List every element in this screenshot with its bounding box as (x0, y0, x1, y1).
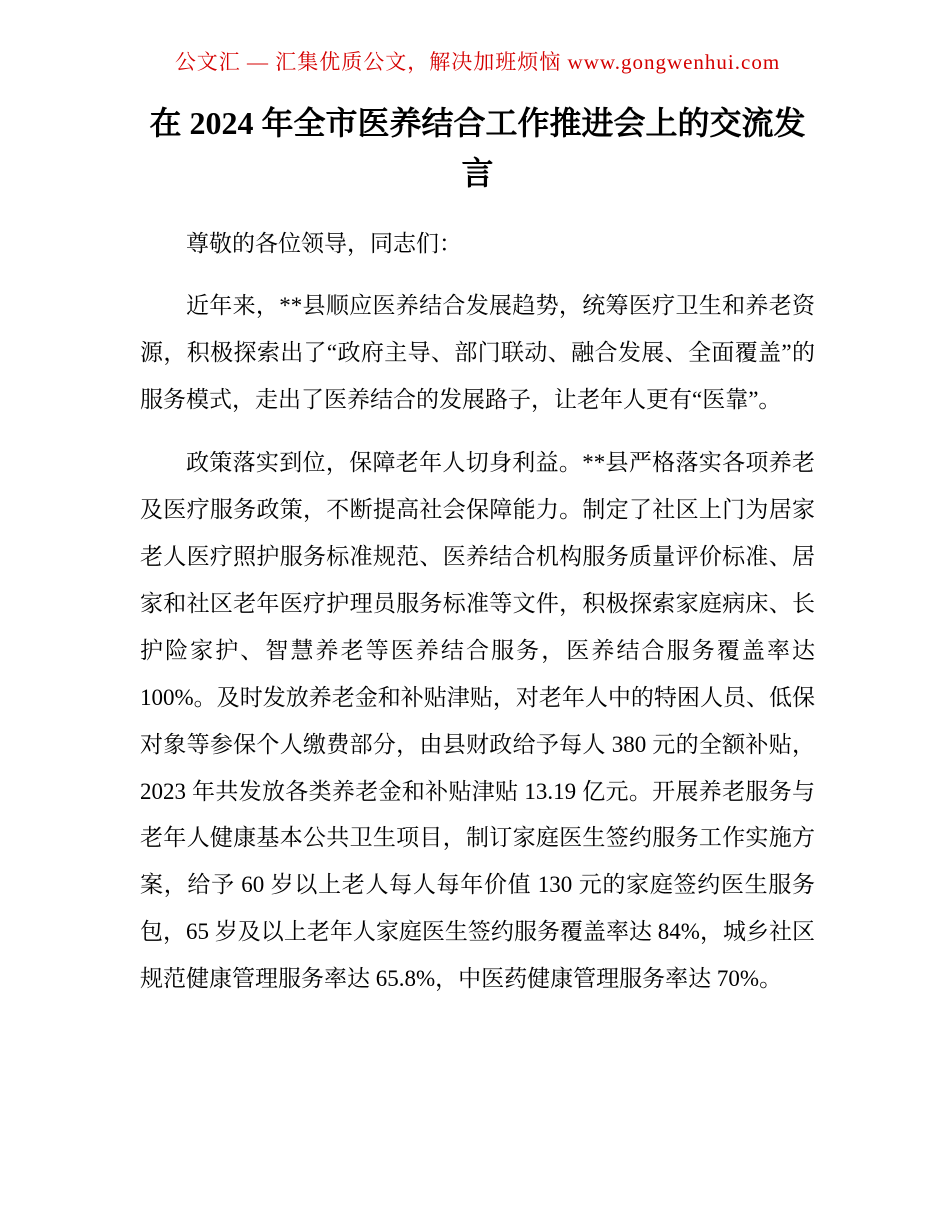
document-title: 在 2024 年全市医养结合工作推进会上的交流发言 (149, 105, 806, 191)
paragraph-intro: 近年来，**县顺应医养结合发展趋势，统筹医疗卫生和养老资源，积极探索出了“政府主导、部门联动、融合发展、全面覆盖”的服务模式，走出了医养结合的发展路子，让老年人更有“医靠”。 (140, 293, 815, 413)
watermark-text: 公文汇 — 汇集优质公文，解决加班烦恼 www.gongwenhui.com (174, 50, 781, 74)
site-watermark (140, 48, 815, 77)
paragraph-salutation: 尊敬的各位领导，同志们： (186, 230, 462, 256)
paragraph-policy-body: 政策落实到位，保障老年人切身利益。**县严格落实各项养老及医疗服务政策，不断提高社会保障能力。制定了社区上门为居家老人医疗照护服务标准规范、医养结合机构服务质量评价标准、居家和社区老年医疗护理员服务标准等文件，积极探索家庭病床、长护险家护、智慧养老等医养结合服务，医养结合服务覆盖率达 100%。及时发放养老金和补贴津贴，对老年人中的特困人员、低保对象等参保个人缴费部分，由县财政给予每人 380 元的全额补贴，2023 年共发放各类养老金和补贴津贴 13.19 亿元。开展养老服务与老年人健康基本公共卫生项目，制订家庭医生签约服务工作实施方案，给予 60 岁以上老人每人每年价值 130 元的家庭签约医生服务包，65 岁及以上老年人家庭医生签约服务覆盖率达 84%，城乡社区规范健康管理服务率达 65.8%，中医药健康管理服务率达 70%。 (140, 450, 815, 992)
